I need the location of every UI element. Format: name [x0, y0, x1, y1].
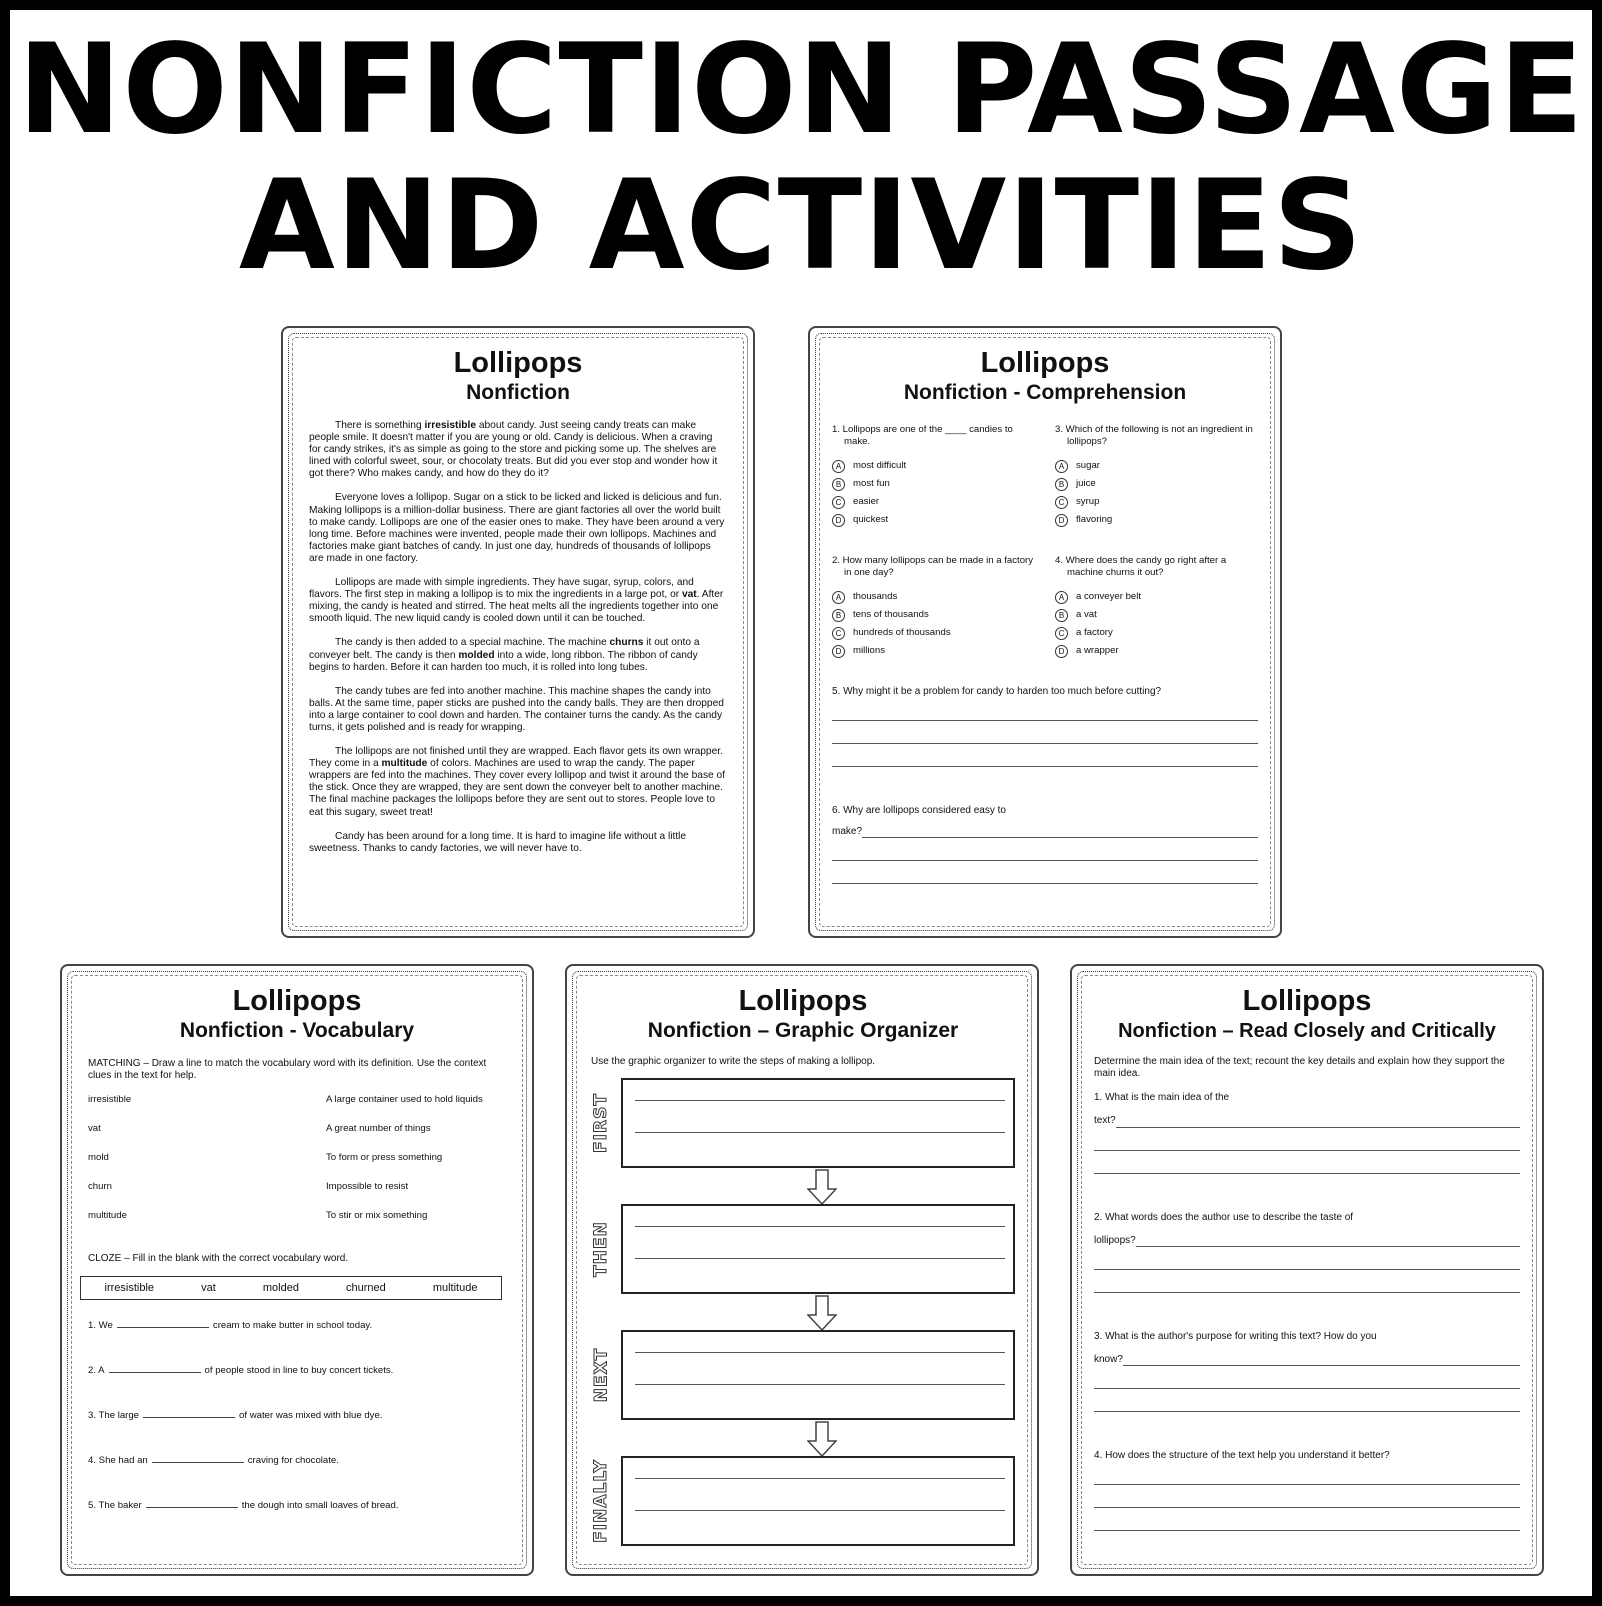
question-2: 2. How many lollipops can be made in a factory in one day? A thousands B tens of thousands C hundreds of thousands D millions: [832, 555, 1034, 656]
matching-row: mold To form or press something: [88, 1152, 443, 1164]
step-box[interactable]: [621, 1330, 1015, 1420]
cloze-item: 5. The baker the dough into small loaves of bread.: [88, 1499, 399, 1511]
header-line-1: NONFICTION PASSAGE: [17, 18, 1585, 162]
cloze-item: 3. The large of water was mixed with blue dye.: [88, 1409, 383, 1421]
organizer-title: Lollipops: [738, 985, 868, 1017]
vocabulary-page: [60, 964, 534, 1576]
passage-paragraph-4: The candy is then added to a special machine. The machine churns it out onto a conveyer belt. The candy is then molded into a wide, long ribbon. The ribbon of candy begins to harden. Before it can harden too much, it is rolled into long tubes.: [309, 637, 700, 673]
answer-line[interactable]: [1094, 1366, 1520, 1389]
comprehension-subtitle: Nonfiction - Comprehension: [903, 381, 1187, 404]
question-3: 3. Which of the following is not an ingredient in lollipops? A sugar B juice C syrup D flavoring: [1055, 424, 1253, 525]
word-bank-item: vat: [201, 1281, 216, 1294]
word-bank: [80, 1276, 502, 1300]
blank-line[interactable]: [143, 1408, 235, 1418]
answer-line[interactable]: [832, 861, 1258, 884]
step-box[interactable]: [621, 1204, 1015, 1294]
question-4: 4. Where does the candy go right after a machine churns it out? A a conveyer belt B a vat C a factory D a wrapper: [1055, 555, 1227, 656]
passage-paragraph-1: There is something irresistible about candy. Just seeing candy treats can make people smile. It doesn't matter if you are young or old. Candy is delicious. When a craving for candy strikes, it's as simple as going to the store and picking some up. The shelves are lined with colorful sweet, sour, or chocolaty treats. But did you ever stop and wonder how it got there? Who makes candy, and how do they do it?: [309, 420, 718, 480]
passage-paragraph-6: The lollipops are not finished until they are wrapped. Each flavor gets its own wrapper. They come in a multitude of colors. Machines are used to wrap the candy. The paper wrappers are fed into the machines. They cover every lollipop and twist it around the base of the stick. Once they are wrapped, they are sent down the conveyer belt to another machine. The final machine packages the lollipops before they are sent out to stores. People love to eat this sugary, sweet treat!: [309, 746, 726, 818]
step-label: NEXT: [591, 1347, 612, 1403]
cloze-item: 2. A of people stood in line to buy concert tickets.: [88, 1364, 394, 1376]
critical-question-2-continued: lollipops?: [1094, 1234, 1136, 1246]
step-box[interactable]: [621, 1456, 1015, 1546]
answer-line[interactable]: [1136, 1234, 1520, 1247]
blank-line[interactable]: [117, 1318, 209, 1328]
down-arrow-icon: [591, 1420, 1015, 1456]
organizer-subtitle: Nonfiction – Graphic Organizer: [647, 1019, 959, 1042]
matching-instructions: MATCHING – Draw a line to match the vocabulary word with its definition. Use the context clues in the text for help.: [88, 1058, 487, 1082]
answer-line[interactable]: [1094, 1485, 1520, 1508]
passage-page: [281, 326, 755, 938]
cloze-item: 4. She had an craving for chocolate.: [88, 1454, 339, 1466]
comprehension-page: [808, 326, 1282, 938]
answer-line[interactable]: [1094, 1270, 1520, 1293]
answer-line[interactable]: [1094, 1151, 1520, 1174]
read-closely-page: [1070, 964, 1544, 1576]
step-label: FINALLY: [591, 1459, 611, 1544]
step-label: FIRST: [591, 1093, 611, 1154]
page-header: [10, 18, 1592, 298]
answer-line[interactable]: [1094, 1462, 1520, 1485]
cloze-instructions: CLOZE – Fill in the blank with the correct vocabulary word.: [88, 1253, 349, 1265]
passage-title: Lollipops: [453, 347, 583, 379]
answer-line[interactable]: [862, 825, 1258, 838]
answer-line[interactable]: [1094, 1128, 1520, 1151]
cloze-item: 1. We cream to make butter in school today.: [88, 1319, 373, 1331]
answer-line[interactable]: [832, 721, 1258, 744]
answer-line[interactable]: [1116, 1115, 1520, 1128]
matching-row: churn Impossible to resist: [88, 1181, 409, 1193]
word-bank-item: irresistible: [104, 1281, 155, 1294]
passage-paragraph-2: Everyone loves a lollipop. Sugar on a stick to be licked and licked is delicious and fun. Making lollipops is a million-dollar business. There are giant factories all over the world built to make candy. Lollipops are one of the easier ones to make. They have been around a very long time. Before machines were invented, people made their own lollipops. Machines and factories make giant batches of candy. In just one day, hundreds of thousands of lollipops are made in one factory.: [309, 492, 725, 564]
word-bank-item: multitude: [432, 1281, 478, 1294]
answer-line[interactable]: [832, 744, 1258, 767]
passage-subtitle: Nonfiction: [466, 381, 570, 404]
answer-line[interactable]: [1123, 1353, 1520, 1366]
matching-row: vat A great number of things: [88, 1123, 431, 1135]
question-6: 6. Why are lollipops considered easy to: [832, 805, 1006, 817]
passage-paragraph-5: The candy tubes are fed into another machine. This machine shapes the candy into balls. At the same time, paper sticks are pushed into the candy balls. They are then dropped into a large container to cool down and harden. The container turns the candy. As the candy turns, it gets polished and is ready for wrapping.: [309, 685, 724, 733]
blank-line[interactable]: [146, 1498, 238, 1508]
answer-line[interactable]: [832, 838, 1258, 861]
answer-line[interactable]: [1094, 1508, 1520, 1531]
organizer-step-first: [591, 1078, 1015, 1168]
critical-instructions: Determine the main idea of the text; recount the key details and explain how they support the main idea.: [1094, 1056, 1505, 1080]
matching-row: multitude To stir or mix something: [88, 1210, 428, 1222]
down-arrow-icon: [591, 1294, 1015, 1330]
blank-line[interactable]: [109, 1363, 201, 1373]
critical-title: Lollipops: [1242, 985, 1372, 1017]
word-bank-item: molded: [262, 1281, 299, 1294]
matching-row: irresistible A large container used to hold liquids: [88, 1094, 483, 1106]
answer-line[interactable]: [1094, 1247, 1520, 1270]
down-arrow-icon: [591, 1168, 1015, 1204]
critical-subtitle: Nonfiction – Read Closely and Critically: [1118, 1020, 1496, 1042]
critical-question-2: 2. What words does the author use to describe the taste of: [1094, 1211, 1354, 1223]
vocabulary-title: Lollipops: [232, 985, 362, 1017]
header-line-2: AND ACTIVITIES: [238, 154, 1364, 298]
vocabulary-subtitle: Nonfiction - Vocabulary: [179, 1019, 415, 1042]
organizer-step-next: [591, 1330, 1015, 1420]
critical-question-3: 3. What is the author's purpose for writing this text? How do you: [1094, 1330, 1377, 1342]
critical-question-4: 4. How does the structure of the text help you understand it better?: [1094, 1450, 1390, 1462]
organizer-instructions: Use the graphic organizer to write the steps of making a lollipop.: [591, 1056, 876, 1067]
step-label: THEN: [591, 1221, 612, 1278]
critical-question-1: 1. What is the main idea of the: [1094, 1092, 1230, 1104]
passage-paragraph-3: Lollipops are made with simple ingredients. They have sugar, syrup, colors, and flavors. The first step in making a lollipop is to mix the ingredients in a large pot, or vat. After mixing, the candy is heated and stirred. The heat melts all the ingredients together into one smooth liquid. The new liquid candy is cooled down until it can be touched.: [309, 577, 724, 625]
graphic-organizer-page: [565, 964, 1039, 1576]
word-bank-item: churned: [346, 1281, 386, 1294]
question-1: 1. Lollipops are one of the ____ candies to make. A most difficult B most fun C easier D quickest: [832, 424, 1013, 525]
answer-line[interactable]: [832, 698, 1258, 721]
critical-question-1-continued: text?: [1094, 1115, 1116, 1127]
organizer-step-then: [591, 1204, 1015, 1294]
question-6-continued: make?: [832, 826, 863, 838]
passage-paragraph-7: Candy has been around for a long time. It is hard to imagine life without a little sweetness. Thanks to candy factories, we will never have to.: [309, 830, 687, 854]
answer-line[interactable]: [1094, 1389, 1520, 1412]
question-5: 5. Why might it be a problem for candy to harden too much before cutting?: [832, 686, 1162, 697]
step-box[interactable]: [621, 1078, 1015, 1168]
blank-line[interactable]: [152, 1453, 244, 1463]
comprehension-title: Lollipops: [980, 347, 1110, 379]
critical-question-3-continued: know?: [1094, 1353, 1123, 1365]
organizer-step-finally: [591, 1456, 1015, 1546]
